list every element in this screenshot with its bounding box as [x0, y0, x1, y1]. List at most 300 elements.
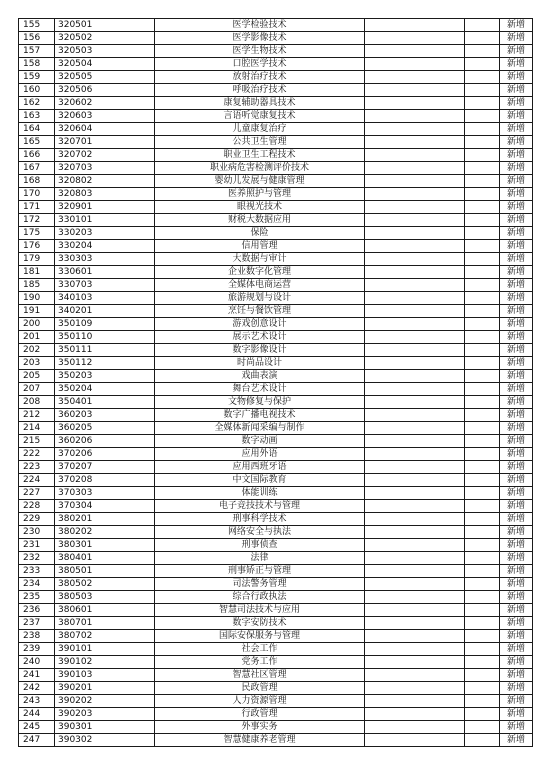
major-code-cell: 380202	[55, 526, 155, 539]
row-number-cell: 241	[19, 669, 55, 682]
row-number-cell: 202	[19, 344, 55, 357]
blank-cell	[465, 97, 500, 110]
status-cell: 新增	[500, 643, 533, 656]
status-cell: 新增	[500, 253, 533, 266]
blank-cell	[365, 539, 465, 552]
major-name-cell: 儿童康复治疗	[155, 123, 365, 136]
status-cell: 新增	[500, 331, 533, 344]
major-name-cell: 呼吸治疗技术	[155, 84, 365, 97]
status-cell: 新增	[500, 71, 533, 84]
row-number-cell: 235	[19, 591, 55, 604]
blank-cell	[465, 435, 500, 448]
blank-cell	[465, 695, 500, 708]
major-name-cell: 医学影像技术	[155, 32, 365, 45]
major-code-cell: 390301	[55, 721, 155, 734]
blank-cell	[465, 513, 500, 526]
major-code-cell: 330204	[55, 240, 155, 253]
table-row	[19, 643, 533, 656]
table-row	[19, 331, 533, 344]
major-code-cell: 380301	[55, 539, 155, 552]
status-cell: 新增	[500, 214, 533, 227]
status-cell: 新增	[500, 110, 533, 123]
major-code-cell: 390202	[55, 695, 155, 708]
row-number-cell: 185	[19, 279, 55, 292]
major-code-cell: 360203	[55, 409, 155, 422]
status-cell: 新增	[500, 292, 533, 305]
major-table	[18, 18, 533, 747]
table-row	[19, 253, 533, 266]
major-name-cell: 刑事矫正与管理	[155, 565, 365, 578]
table-row	[19, 617, 533, 630]
major-code-cell: 340103	[55, 292, 155, 305]
major-name-cell: 口腔医学技术	[155, 58, 365, 71]
major-code-cell: 370304	[55, 500, 155, 513]
blank-cell	[365, 266, 465, 279]
blank-cell	[465, 656, 500, 669]
status-cell: 新增	[500, 305, 533, 318]
table-row	[19, 474, 533, 487]
major-name-cell: 智慧司法技术与应用	[155, 604, 365, 617]
blank-cell	[465, 84, 500, 97]
major-code-cell: 370207	[55, 461, 155, 474]
major-name-cell: 党务工作	[155, 656, 365, 669]
major-name-cell: 游戏创意设计	[155, 318, 365, 331]
major-name-cell: 应用外语	[155, 448, 365, 461]
major-name-cell: 数字安防技术	[155, 617, 365, 630]
table-row	[19, 279, 533, 292]
table-row	[19, 422, 533, 435]
major-name-cell: 眼视光技术	[155, 201, 365, 214]
major-code-cell: 320701	[55, 136, 155, 149]
major-code-cell: 380501	[55, 565, 155, 578]
major-name-cell: 智慧社区管理	[155, 669, 365, 682]
blank-cell	[465, 552, 500, 565]
major-code-cell: 320603	[55, 110, 155, 123]
status-cell: 新增	[500, 396, 533, 409]
blank-cell	[465, 370, 500, 383]
major-code-cell: 390201	[55, 682, 155, 695]
table-row	[19, 240, 533, 253]
blank-cell	[465, 604, 500, 617]
table-row	[19, 136, 533, 149]
major-name-cell: 应用西班牙语	[155, 461, 365, 474]
status-cell: 新增	[500, 734, 533, 747]
major-name-cell: 康复辅助器具技术	[155, 97, 365, 110]
row-number-cell: 164	[19, 123, 55, 136]
major-name-cell: 国际安保服务与管理	[155, 630, 365, 643]
major-code-cell: 380503	[55, 591, 155, 604]
table-row	[19, 227, 533, 240]
major-name-cell: 刑事科学技术	[155, 513, 365, 526]
table-row	[19, 591, 533, 604]
row-number-cell: 157	[19, 45, 55, 58]
row-number-cell: 159	[19, 71, 55, 84]
blank-cell	[465, 32, 500, 45]
table-row	[19, 435, 533, 448]
table-row	[19, 487, 533, 500]
major-table-body	[19, 19, 533, 747]
table-row	[19, 305, 533, 318]
row-number-cell: 247	[19, 734, 55, 747]
blank-cell	[365, 370, 465, 383]
table-row	[19, 201, 533, 214]
status-cell: 新增	[500, 500, 533, 513]
major-code-cell: 330203	[55, 227, 155, 240]
status-cell: 新增	[500, 513, 533, 526]
blank-cell	[365, 292, 465, 305]
blank-cell	[465, 734, 500, 747]
blank-cell	[365, 279, 465, 292]
table-row	[19, 19, 533, 32]
status-cell: 新增	[500, 357, 533, 370]
row-number-cell: 190	[19, 292, 55, 305]
major-name-cell: 综合行政执法	[155, 591, 365, 604]
status-cell: 新增	[500, 708, 533, 721]
row-number-cell: 227	[19, 487, 55, 500]
row-number-cell: 165	[19, 136, 55, 149]
major-code-cell: 350109	[55, 318, 155, 331]
row-number-cell: 200	[19, 318, 55, 331]
row-number-cell: 243	[19, 695, 55, 708]
status-cell: 新增	[500, 565, 533, 578]
blank-cell	[365, 669, 465, 682]
row-number-cell: 179	[19, 253, 55, 266]
blank-cell	[365, 45, 465, 58]
table-row	[19, 513, 533, 526]
blank-cell	[465, 578, 500, 591]
table-row	[19, 110, 533, 123]
major-code-cell: 320506	[55, 84, 155, 97]
row-number-cell: 212	[19, 409, 55, 422]
major-code-cell: 360206	[55, 435, 155, 448]
major-name-cell: 财税大数据应用	[155, 214, 365, 227]
blank-cell	[465, 136, 500, 149]
blank-cell	[365, 721, 465, 734]
blank-cell	[365, 188, 465, 201]
table-row	[19, 448, 533, 461]
blank-cell	[465, 149, 500, 162]
status-cell: 新增	[500, 123, 533, 136]
major-code-cell: 320703	[55, 162, 155, 175]
blank-cell	[365, 500, 465, 513]
row-number-cell: 240	[19, 656, 55, 669]
status-cell: 新增	[500, 604, 533, 617]
major-code-cell: 390102	[55, 656, 155, 669]
status-cell: 新增	[500, 240, 533, 253]
major-name-cell: 时尚品设计	[155, 357, 365, 370]
blank-cell	[465, 500, 500, 513]
status-cell: 新增	[500, 474, 533, 487]
table-row	[19, 344, 533, 357]
major-name-cell: 职业卫生工程技术	[155, 149, 365, 162]
status-cell: 新增	[500, 578, 533, 591]
blank-cell	[465, 123, 500, 136]
row-number-cell: 223	[19, 461, 55, 474]
blank-cell	[365, 565, 465, 578]
blank-cell	[465, 617, 500, 630]
status-cell: 新增	[500, 45, 533, 58]
table-row	[19, 396, 533, 409]
table-row	[19, 721, 533, 734]
blank-cell	[465, 565, 500, 578]
table-row	[19, 669, 533, 682]
blank-cell	[365, 175, 465, 188]
blank-cell	[365, 305, 465, 318]
major-code-cell: 330101	[55, 214, 155, 227]
status-cell: 新增	[500, 552, 533, 565]
major-name-cell: 婴幼儿发展与健康管理	[155, 175, 365, 188]
major-code-cell: 380701	[55, 617, 155, 630]
blank-cell	[365, 162, 465, 175]
major-code-cell: 380601	[55, 604, 155, 617]
blank-cell	[365, 240, 465, 253]
major-code-cell: 370206	[55, 448, 155, 461]
major-name-cell: 行政管理	[155, 708, 365, 721]
blank-cell	[365, 526, 465, 539]
major-name-cell: 医学生物技术	[155, 45, 365, 58]
row-number-cell: 222	[19, 448, 55, 461]
status-cell: 新增	[500, 461, 533, 474]
major-name-cell: 文物修复与保护	[155, 396, 365, 409]
major-name-cell: 职业病危害检测评价技术	[155, 162, 365, 175]
major-name-cell: 法律	[155, 552, 365, 565]
blank-cell	[465, 448, 500, 461]
row-number-cell: 229	[19, 513, 55, 526]
status-cell: 新增	[500, 175, 533, 188]
blank-cell	[465, 643, 500, 656]
status-cell: 新增	[500, 682, 533, 695]
status-cell: 新增	[500, 383, 533, 396]
blank-cell	[465, 58, 500, 71]
blank-cell	[365, 97, 465, 110]
major-code-cell: 320602	[55, 97, 155, 110]
major-code-cell: 350204	[55, 383, 155, 396]
status-cell: 新增	[500, 188, 533, 201]
blank-cell	[465, 357, 500, 370]
blank-cell	[365, 396, 465, 409]
major-code-cell: 370303	[55, 487, 155, 500]
blank-cell	[365, 110, 465, 123]
blank-cell	[365, 331, 465, 344]
row-number-cell: 191	[19, 305, 55, 318]
status-cell: 新增	[500, 721, 533, 734]
major-code-cell: 320802	[55, 175, 155, 188]
table-row	[19, 526, 533, 539]
major-code-cell: 320505	[55, 71, 155, 84]
major-code-cell: 350203	[55, 370, 155, 383]
major-code-cell: 320604	[55, 123, 155, 136]
major-name-cell: 司法警务管理	[155, 578, 365, 591]
status-cell: 新增	[500, 97, 533, 110]
row-number-cell: 162	[19, 97, 55, 110]
status-cell: 新增	[500, 656, 533, 669]
major-name-cell: 保险	[155, 227, 365, 240]
status-cell: 新增	[500, 487, 533, 500]
table-row	[19, 552, 533, 565]
table-row	[19, 162, 533, 175]
row-number-cell: 207	[19, 383, 55, 396]
blank-cell	[465, 721, 500, 734]
status-cell: 新增	[500, 370, 533, 383]
row-number-cell: 175	[19, 227, 55, 240]
blank-cell	[365, 123, 465, 136]
status-cell: 新增	[500, 149, 533, 162]
table-row	[19, 539, 533, 552]
row-number-cell: 232	[19, 552, 55, 565]
row-number-cell: 239	[19, 643, 55, 656]
row-number-cell: 170	[19, 188, 55, 201]
blank-cell	[465, 188, 500, 201]
status-cell: 新增	[500, 19, 533, 32]
major-name-cell: 言语听觉康复技术	[155, 110, 365, 123]
blank-cell	[365, 461, 465, 474]
status-cell: 新增	[500, 84, 533, 97]
row-number-cell: 181	[19, 266, 55, 279]
status-cell: 新增	[500, 266, 533, 279]
blank-cell	[365, 71, 465, 84]
major-name-cell: 外事实务	[155, 721, 365, 734]
major-code-cell: 380401	[55, 552, 155, 565]
blank-cell	[465, 331, 500, 344]
blank-cell	[365, 84, 465, 97]
blank-cell	[365, 227, 465, 240]
table-row	[19, 656, 533, 669]
blank-cell	[465, 240, 500, 253]
blank-cell	[465, 305, 500, 318]
blank-cell	[365, 32, 465, 45]
major-code-cell: 340201	[55, 305, 155, 318]
row-number-cell: 224	[19, 474, 55, 487]
table-row	[19, 84, 533, 97]
blank-cell	[365, 630, 465, 643]
status-cell: 新增	[500, 669, 533, 682]
major-code-cell: 350110	[55, 331, 155, 344]
major-code-cell: 390103	[55, 669, 155, 682]
row-number-cell: 203	[19, 357, 55, 370]
row-number-cell: 245	[19, 721, 55, 734]
blank-cell	[465, 383, 500, 396]
row-number-cell: 201	[19, 331, 55, 344]
row-number-cell: 155	[19, 19, 55, 32]
blank-cell	[465, 591, 500, 604]
major-name-cell: 大数据与审计	[155, 253, 365, 266]
major-name-cell: 公共卫生管理	[155, 136, 365, 149]
table-row	[19, 214, 533, 227]
major-code-cell: 330303	[55, 253, 155, 266]
major-name-cell: 刑事侦查	[155, 539, 365, 552]
row-number-cell: 228	[19, 500, 55, 513]
blank-cell	[465, 71, 500, 84]
major-name-cell: 企业数字化管理	[155, 266, 365, 279]
major-name-cell: 网络安全与执法	[155, 526, 365, 539]
blank-cell	[465, 526, 500, 539]
major-name-cell: 人力资源管理	[155, 695, 365, 708]
row-number-cell: 166	[19, 149, 55, 162]
table-row	[19, 266, 533, 279]
blank-cell	[465, 708, 500, 721]
major-code-cell: 350112	[55, 357, 155, 370]
blank-cell	[365, 136, 465, 149]
major-code-cell: 320503	[55, 45, 155, 58]
major-code-cell: 390101	[55, 643, 155, 656]
row-number-cell: 238	[19, 630, 55, 643]
major-code-cell: 320803	[55, 188, 155, 201]
major-name-cell: 展示艺术设计	[155, 331, 365, 344]
blank-cell	[365, 422, 465, 435]
blank-cell	[465, 474, 500, 487]
status-cell: 新增	[500, 617, 533, 630]
major-code-cell: 350401	[55, 396, 155, 409]
status-cell: 新增	[500, 422, 533, 435]
blank-cell	[365, 656, 465, 669]
blank-cell	[465, 396, 500, 409]
status-cell: 新增	[500, 591, 533, 604]
major-name-cell: 智慧健康养老管理	[155, 734, 365, 747]
major-code-cell: 320504	[55, 58, 155, 71]
blank-cell	[465, 19, 500, 32]
blank-cell	[365, 708, 465, 721]
row-number-cell: 171	[19, 201, 55, 214]
major-name-cell: 民政管理	[155, 682, 365, 695]
blank-cell	[365, 578, 465, 591]
table-row	[19, 565, 533, 578]
status-cell: 新增	[500, 448, 533, 461]
status-cell: 新增	[500, 201, 533, 214]
row-number-cell: 208	[19, 396, 55, 409]
blank-cell	[365, 149, 465, 162]
table-row	[19, 149, 533, 162]
status-cell: 新增	[500, 318, 533, 331]
major-name-cell: 信用管理	[155, 240, 365, 253]
major-code-cell: 350111	[55, 344, 155, 357]
blank-cell	[365, 552, 465, 565]
row-number-cell: 234	[19, 578, 55, 591]
blank-cell	[465, 539, 500, 552]
major-name-cell: 戏曲表演	[155, 370, 365, 383]
blank-cell	[365, 474, 465, 487]
blank-cell	[465, 461, 500, 474]
major-name-cell: 医养照护与管理	[155, 188, 365, 201]
table-row	[19, 71, 533, 84]
blank-cell	[365, 409, 465, 422]
row-number-cell: 236	[19, 604, 55, 617]
major-name-cell: 数字动画	[155, 435, 365, 448]
row-number-cell: 172	[19, 214, 55, 227]
blank-cell	[465, 669, 500, 682]
major-name-cell: 中文国际教育	[155, 474, 365, 487]
major-name-cell: 烹饪与餐饮管理	[155, 305, 365, 318]
row-number-cell: 215	[19, 435, 55, 448]
blank-cell	[365, 318, 465, 331]
blank-cell	[465, 409, 500, 422]
major-name-cell: 放射治疗技术	[155, 71, 365, 84]
row-number-cell: 167	[19, 162, 55, 175]
blank-cell	[365, 357, 465, 370]
status-cell: 新增	[500, 279, 533, 292]
row-number-cell: 237	[19, 617, 55, 630]
major-name-cell: 电子竞技技术与管理	[155, 500, 365, 513]
table-row	[19, 695, 533, 708]
blank-cell	[465, 266, 500, 279]
table-row	[19, 318, 533, 331]
table-row	[19, 708, 533, 721]
blank-cell	[465, 279, 500, 292]
table-row	[19, 630, 533, 643]
major-code-cell: 320901	[55, 201, 155, 214]
blank-cell	[465, 344, 500, 357]
blank-cell	[465, 45, 500, 58]
row-number-cell: 168	[19, 175, 55, 188]
